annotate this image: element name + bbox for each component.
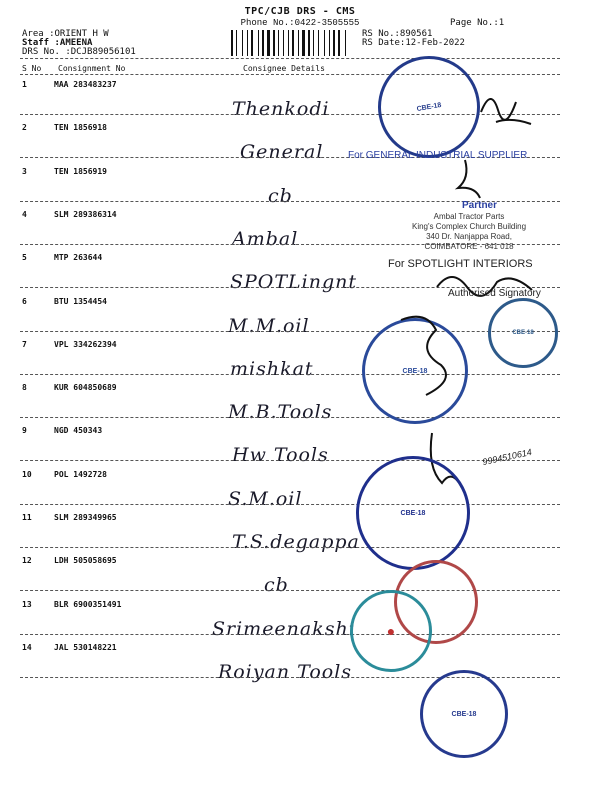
row-consignee-handwritten: S.M.oil <box>228 488 303 510</box>
row-consignment-number: MAA 283483237 <box>54 80 117 89</box>
authorised-signatory-label: Authorised Signatory <box>448 288 541 299</box>
jm-oil-seal-stamp <box>356 456 470 570</box>
row-consignment-number: LDH 505058695 <box>54 556 117 565</box>
barcode-bar <box>247 30 248 56</box>
row-sno: 12 <box>22 556 32 565</box>
row-consignment-number: NGD 450343 <box>54 426 103 435</box>
page-number: Page No.:1 <box>450 18 505 28</box>
barcode-bar <box>331 30 332 56</box>
barcode-bar <box>347 30 348 56</box>
phone-number: Phone No.:0422-3505555 <box>240 18 360 28</box>
barcode-bar <box>345 30 346 56</box>
seal-cbe18-label: CBE-18 <box>416 101 442 113</box>
row-consignment-number: VPL 334262394 <box>54 340 117 349</box>
signature-scribble-4 <box>396 310 466 400</box>
barcode-bar <box>290 30 291 56</box>
barcode-bar <box>333 30 335 56</box>
row-divider <box>20 460 560 461</box>
barcode-bar <box>329 30 330 56</box>
document-title: TPC/CJB DRS - CMS <box>244 6 356 17</box>
barcode-bar <box>306 30 307 56</box>
rs-number-field: RS No.:890561 <box>362 29 433 39</box>
row-consignee-handwritten: M.M.oil <box>228 315 310 337</box>
jain-rubber-stamp <box>488 298 558 368</box>
srimeenakshi-teal-seal <box>350 590 432 672</box>
barcode-bar <box>313 30 314 56</box>
barcode-bar <box>271 30 272 56</box>
row-consignment-number: KUR 604850689 <box>54 383 117 392</box>
row-consignee-handwritten: cb <box>268 185 293 207</box>
row-consignee-handwritten: T.S.degappa <box>232 531 360 553</box>
barcode-bar <box>318 30 319 56</box>
row-consignment-number: TEN 1856919 <box>54 167 107 176</box>
column-header-sno: S No <box>22 64 42 73</box>
header-divider <box>20 58 560 59</box>
general-industrial-stamp: For GENERAL INDUSTRIAL SUPPLIER <box>348 150 528 161</box>
row-divider <box>20 331 560 332</box>
row-consignee-handwritten: General <box>240 141 324 163</box>
barcode-bar <box>280 30 282 56</box>
raiyan-tools-seal <box>420 670 508 758</box>
barcode-bar <box>302 30 305 56</box>
row-sno: 13 <box>22 600 32 609</box>
barcode-bar <box>254 30 257 56</box>
seal-red-mark: ● <box>386 623 396 639</box>
row-consignment-number: SLM 289349965 <box>54 513 117 522</box>
phone-number-scribble: 9994510614 <box>481 446 533 468</box>
column-header-consignment: Consignment No <box>58 64 126 73</box>
barcode-bar <box>288 30 289 56</box>
column-header-divider <box>20 74 560 75</box>
row-sno: 8 <box>22 383 27 392</box>
row-sno: 3 <box>22 167 27 176</box>
row-consignment-number: SLM 289386314 <box>54 210 117 219</box>
barcode-bar <box>326 30 328 56</box>
row-consignee-handwritten: cb <box>264 574 289 596</box>
seal-cbe18-label: CBE-18 <box>512 330 534 336</box>
barcode-bar <box>324 30 325 56</box>
row-consignee-handwritten: Thenkodi <box>232 98 330 120</box>
barcode <box>231 30 349 56</box>
barcode-bar <box>295 30 297 56</box>
seal-cbe18-label: CBE-18 <box>451 710 477 718</box>
seal-cbe18-label: CBE-18 <box>400 509 426 517</box>
barcode-bar <box>292 30 294 56</box>
row-sno: 9 <box>22 426 27 435</box>
area-field: Area :ORIENT H W <box>22 29 109 39</box>
barcode-bar <box>262 30 264 56</box>
barcode-bar <box>267 30 270 56</box>
row-consignee-handwritten: SPOTLingnt <box>230 271 358 293</box>
barcode-bar <box>336 30 337 56</box>
barcode-bar <box>251 30 253 56</box>
barcode-bar <box>298 30 299 56</box>
barcode-bar <box>276 30 277 56</box>
barcode-bar <box>278 30 279 56</box>
partner-label: Partner <box>462 200 498 211</box>
row-consignment-number: JAL 530148221 <box>54 643 117 652</box>
rs-date-field: RS Date:12-Feb-2022 <box>362 38 465 48</box>
barcode-bar <box>242 30 243 56</box>
barcode-bar <box>308 30 310 56</box>
barcode-bar <box>341 30 344 56</box>
row-divider <box>20 634 560 635</box>
row-consignee-handwritten: Hw Tools <box>232 444 329 466</box>
ambal-address-stamp: Ambal Tractor Parts King's Complex Church Building 340 Dr. Nanjappa Road, COIMBATORE - 641 018 <box>411 212 527 251</box>
row-sno: 14 <box>22 643 32 652</box>
row-consignee-handwritten: Ambal <box>232 228 299 250</box>
row-divider <box>20 374 560 375</box>
barcode-bar <box>311 30 312 56</box>
row-sno: 11 <box>22 513 32 522</box>
staff-field: Staff :AMEENA <box>22 38 93 48</box>
barcode-bar <box>300 30 301 56</box>
barcode-bar <box>265 30 266 56</box>
row-consignment-number: TEN 1856918 <box>54 123 107 132</box>
signature-scribble-1 <box>476 82 536 132</box>
row-consignment-number: BTU 1354454 <box>54 297 107 306</box>
row-sno: 10 <box>22 470 32 479</box>
row-sno: 1 <box>22 80 27 89</box>
thenkodi-stores-seal <box>370 48 488 166</box>
drs-number-field: DRS No. :DCJB89056101 <box>22 47 136 57</box>
row-divider <box>20 590 560 591</box>
barcode-bar <box>338 30 340 56</box>
row-sno: 4 <box>22 210 27 219</box>
barcode-bar <box>249 30 250 56</box>
barcode-bar <box>244 30 246 56</box>
row-sno: 2 <box>22 123 27 132</box>
row-consignee-handwritten: Roiyan Tools <box>218 661 353 683</box>
row-consignment-number: POL 1492728 <box>54 470 107 479</box>
barcode-bar <box>236 30 237 56</box>
barcode-bar <box>315 30 317 56</box>
row-divider <box>20 547 560 548</box>
row-sno: 5 <box>22 253 27 262</box>
signature-scribble-2 <box>440 158 490 203</box>
row-divider <box>20 504 560 505</box>
seal-cbe18-label: CBE-18 <box>402 367 428 375</box>
row-divider <box>20 417 560 418</box>
row-consignee-handwritten: M.B.Tools <box>228 401 333 423</box>
barcode-bar <box>320 30 323 56</box>
column-header-consignee: Consignee Details <box>243 64 325 73</box>
row-sno: 7 <box>22 340 27 349</box>
row-consignee-handwritten: mishkat <box>230 358 314 380</box>
spotlight-stamp: For SPOTLIGHT INTERIORS <box>388 258 533 270</box>
row-consignee-handwritten: Srimeenakshi <box>212 618 356 640</box>
row-sno: 6 <box>22 297 27 306</box>
row-consignment-number: MTP 263644 <box>54 253 103 262</box>
barcode-bar <box>283 30 284 56</box>
barcode-bar <box>260 30 261 56</box>
barcode-bar <box>234 30 235 56</box>
barcode-bar <box>284 30 287 56</box>
barcode-bar <box>273 30 275 56</box>
barcode-bar <box>238 30 241 56</box>
barcode-bar <box>258 30 259 56</box>
barcode-bar <box>231 30 233 56</box>
row-consignment-number: BLR 6900351491 <box>54 600 122 609</box>
